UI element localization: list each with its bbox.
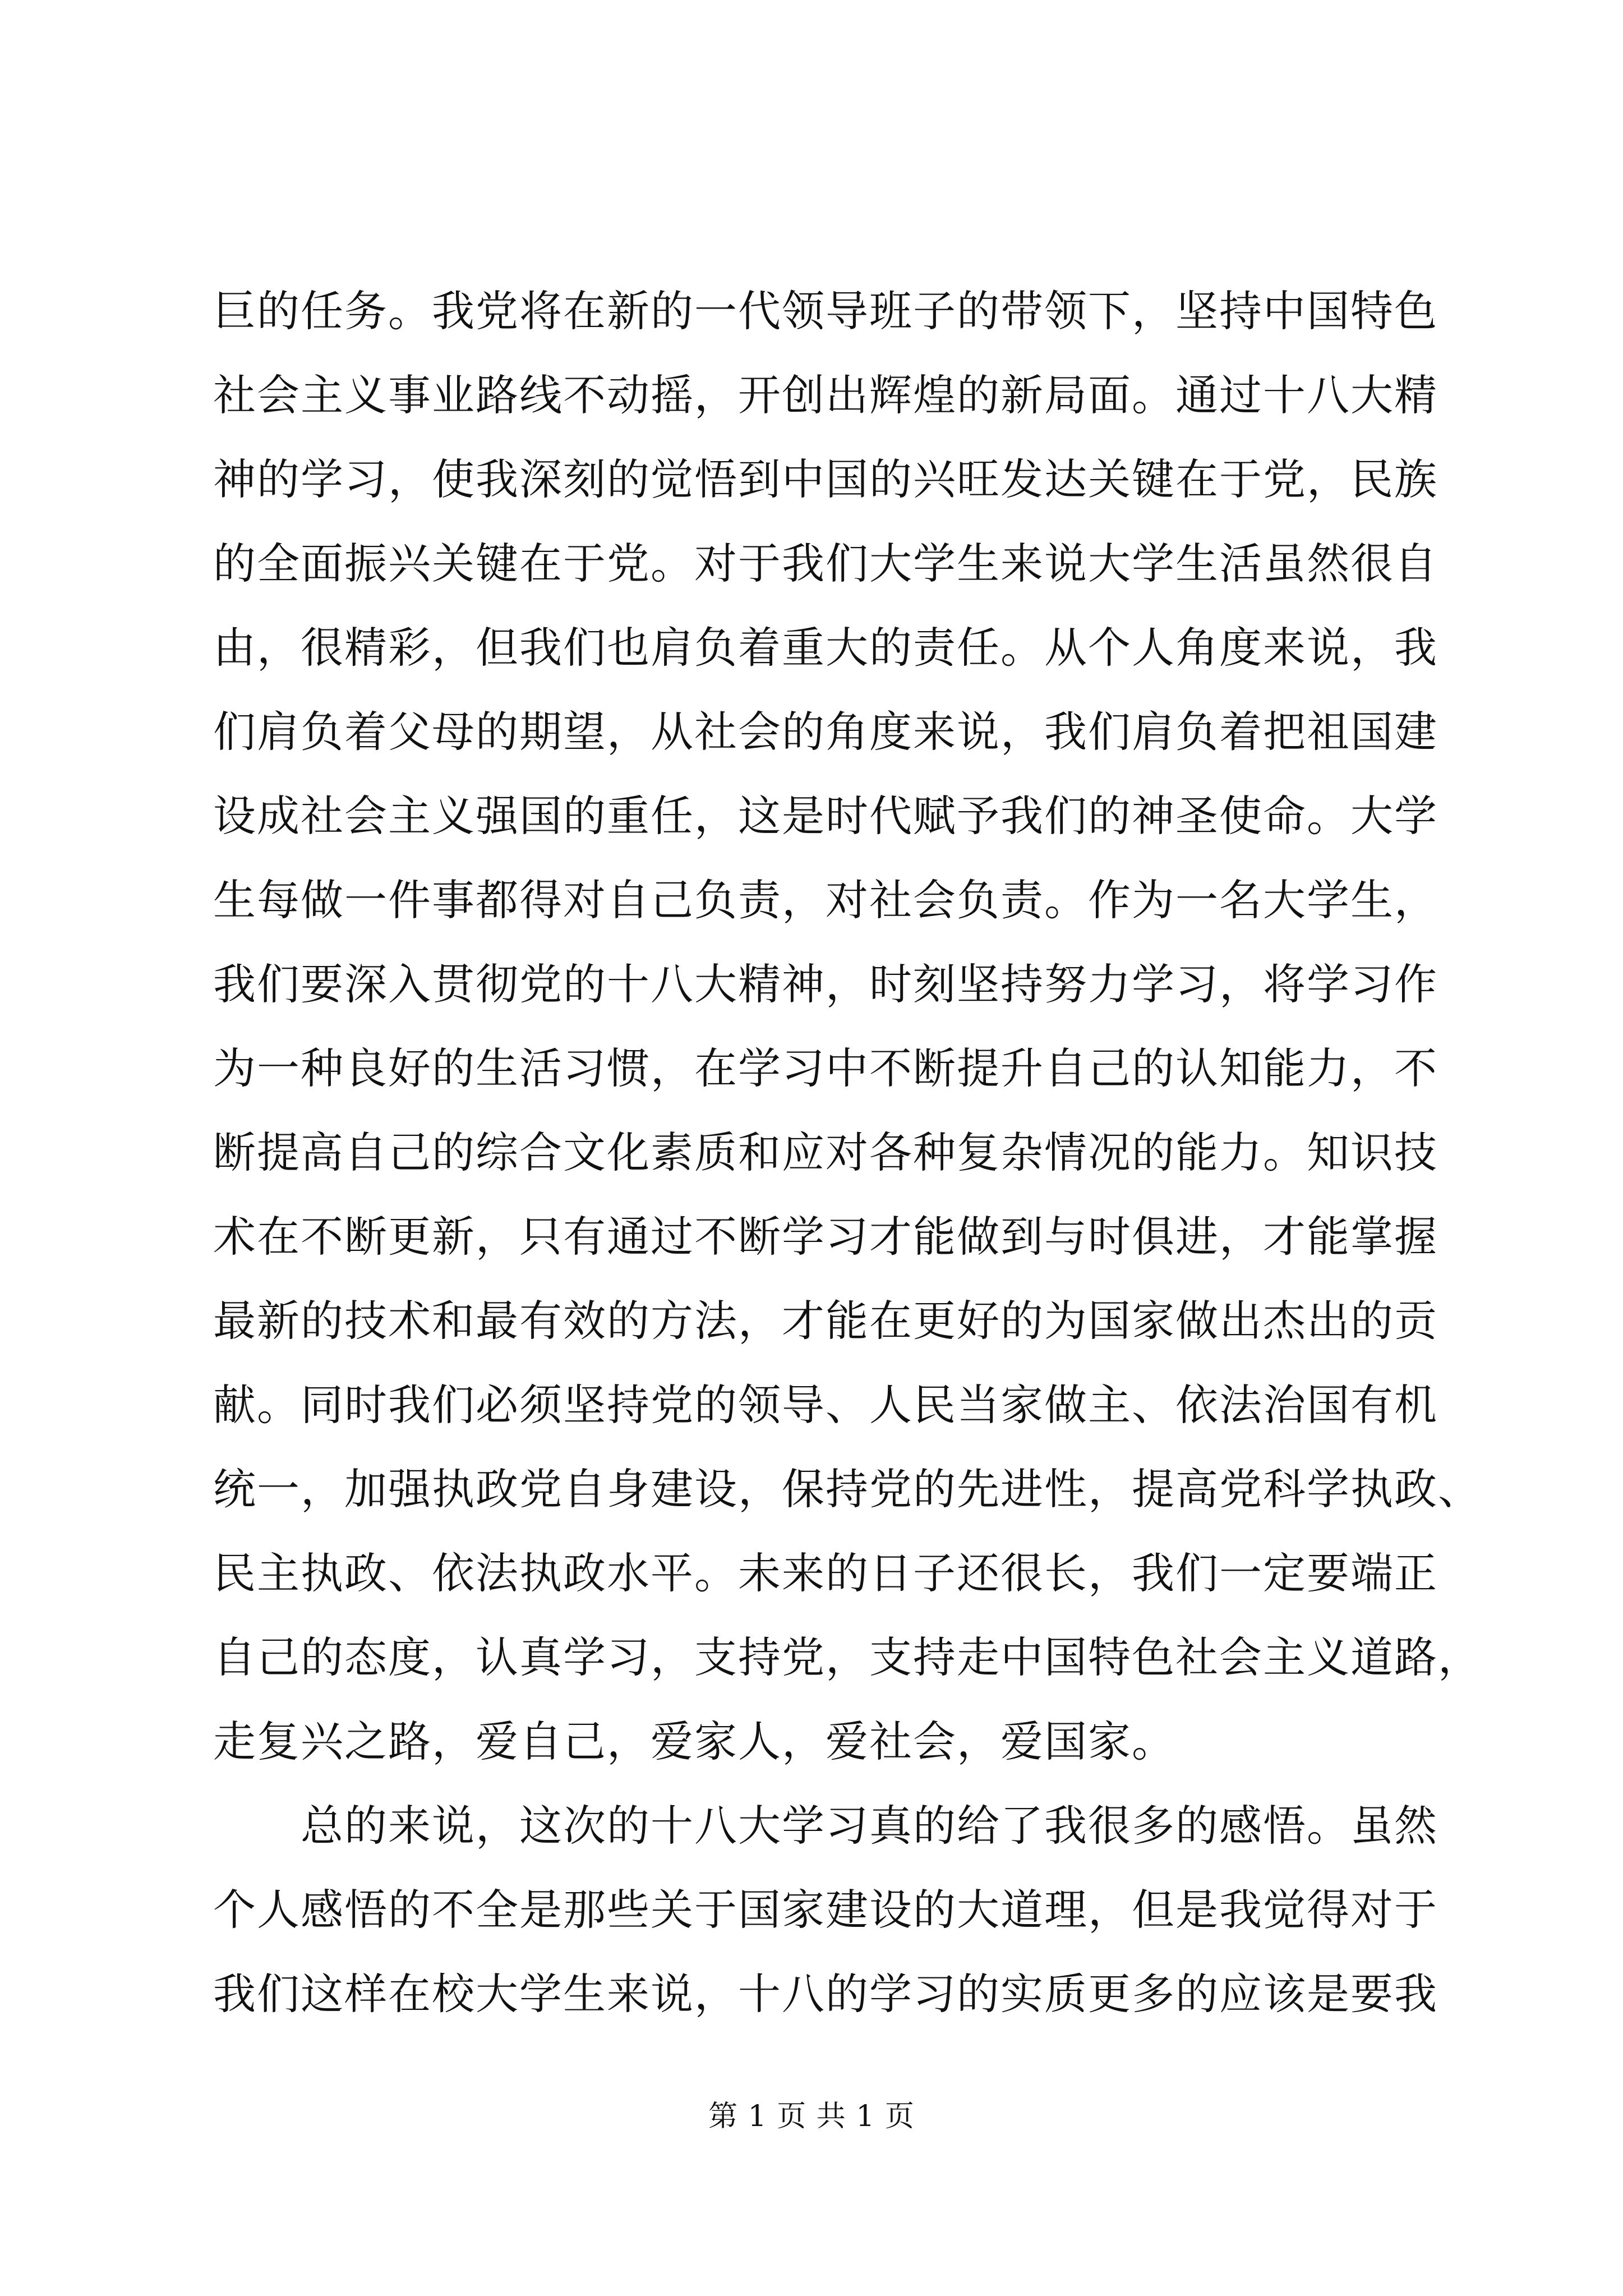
text-line: 社会主义事业路线不动摇，开创出辉煌的新局面。通过十八大精 — [213, 370, 1438, 420]
text-line: 民主执政、依法执政水平。未来的日子还很长，我们一定要端正 — [213, 1548, 1438, 1598]
text-line: 设成社会主义强国的重任，这是时代赋予我们的神圣使命。大学 — [213, 791, 1438, 841]
text-line: 神的学习，使我深刻的觉悟到中国的兴旺发达关键在于党，民族 — [213, 454, 1438, 504]
text-line: 术在不断更新，只有通过不断学习才能做到与时俱进，才能掌握 — [213, 1212, 1438, 1262]
text-line: 断提高自己的综合文化素质和应对各种复杂情况的能力。知识技 — [213, 1128, 1438, 1177]
text-line: 为一种良好的生活习惯，在学习中不断提升自己的认知能力，不 — [213, 1043, 1438, 1093]
text-line: 献。同时我们必须坚持党的领导、人民当家做主、依法治国有机 — [213, 1380, 1438, 1430]
paragraph-first-line: 总的来说，这次的十八大学习真的给了我很多的感悟。虽然 — [301, 1801, 1438, 1851]
page-footer — [0, 2097, 1623, 2136]
text-line: 自己的态度，认真学习，支持党，支持走中国特色社会主义道路， — [213, 1632, 1482, 1682]
text-line: 我们要深入贯彻党的十八大精神，时刻坚持努力学习，将学习作 — [213, 959, 1438, 1009]
text-line: 们肩负着父母的期望，从社会的角度来说，我们肩负着把祖国建 — [213, 707, 1438, 757]
text-line: 走复兴之路，爱自己，爱家人，爱社会，爱国家。 — [213, 1717, 1175, 1766]
page-number-label: 第 1 页 共 1 页 — [708, 2100, 915, 2133]
text-line: 统一，加强执政党自身建设，保持党的先进性，提高党科学执政、 — [213, 1464, 1482, 1514]
text-line: 由，很精彩，但我们也肩负着重大的责任。从个人角度来说，我 — [213, 623, 1438, 673]
text-line: 我们这样在校大学生来说，十八的学习的实质更多的应该是要我 — [213, 1969, 1438, 2019]
text-line: 巨的任务。我党将在新的一代领导班子的带领下，坚持中国特色 — [213, 286, 1438, 336]
body-text — [213, 269, 1482, 2036]
text-line: 生每做一件事都得对自己负责，对社会负责。作为一名大学生， — [213, 875, 1438, 925]
text-line: 的全面振兴关键在于党。对于我们大学生来说大学生活虽然很自 — [213, 539, 1438, 588]
text-line: 最新的技术和最有效的方法，才能在更好的为国家做出杰出的贡 — [213, 1296, 1438, 1346]
text-line: 个人感悟的不全是那些关于国家建设的大道理，但是我觉得对于 — [213, 1885, 1438, 1935]
